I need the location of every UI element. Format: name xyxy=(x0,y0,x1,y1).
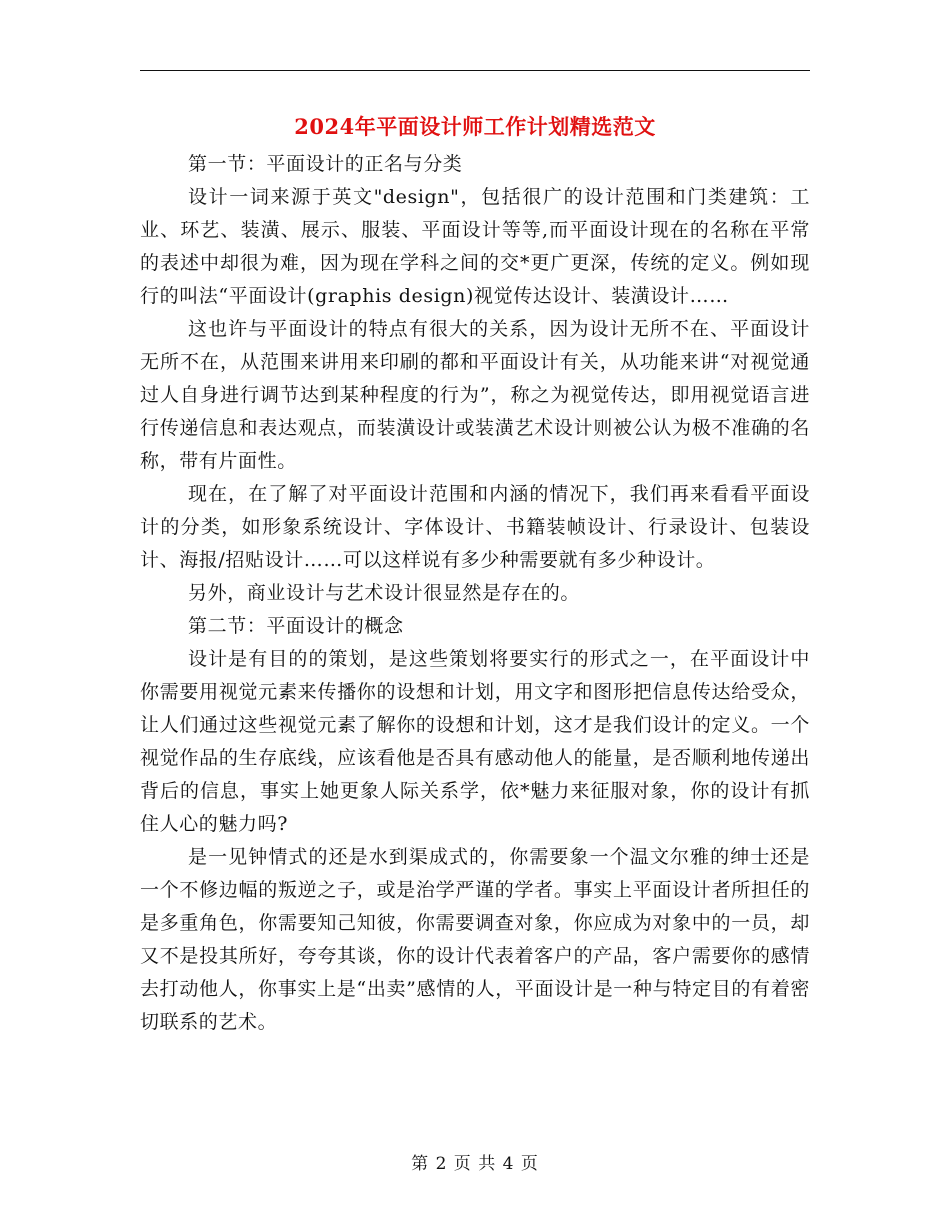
section-heading-1: 第一节：平面设计的正名与分类 xyxy=(188,153,463,175)
paragraph: 另外，商业设计与艺术设计很显然是存在的。 xyxy=(188,582,581,604)
page-number-footer: 第 2 页 共 4 页 xyxy=(411,1154,539,1174)
document-body xyxy=(140,148,810,1039)
paragraph: 设计是有目的的策划，是这些策划将要实行的形式之一，在平面设计中你需要用视觉元素来传播你的设想和计划，用文字和图形把信息传达给受众，让人们通过这些视觉元素了解你的设想和计划，这才是我们设计的定义。一个视觉作品的生存底线，应该看他是否具有感动他人的能量，是否顺利地传递出背后的信息，事实上她更象人际关系学，依*魅力来征服对象，你的设计有抓住人心的魅力吗? xyxy=(140,648,810,835)
header-rule xyxy=(140,70,810,71)
paragraph: 是一见钟情式的还是水到渠成式的，你需要象一个温文尔雅的绅士还是一个不修边幅的叛逆之子，或是治学严谨的学者。事实上平面设计者所担任的是多重角色，你需要知己知彼，你需要调查对象，你应成为对象中的一员，却又不是投其所好，夸夸其谈，你的设计代表着客户的产品，客户需要你的感情去打动他人，你事实上是“出卖”感情的人，平面设计是一种与特定目的有着密切联系的艺术。 xyxy=(140,846,810,1033)
document-title: 2024年平面设计师工作计划精选范文 xyxy=(294,114,656,139)
paragraph: 这也许与平面设计的特点有很大的关系，因为设计无所不在、平面设计无所不在，从范围来讲用来印刷的都和平面设计有关，从功能来讲“对视觉通过人自身进行调节达到某种程度的行为”，称之为视觉传达，即用视觉语言进行传递信息和表达观点，而装潢设计或装潢艺术设计则被公认为极不准确的名称，带有片面性。 xyxy=(140,318,810,472)
paragraph: 设计一词来源于英文"design"，包括很广的设计范围和门类建筑：工业、环艺、装潢、展示、服装、平面设计等等,而平面设计现在的名称在平常的表述中却很为难，因为现在学科之间的交*更广更深，传统的定义。例如现行的叫法“平面设计(graphis design)视觉传达设计、装潢设计…… xyxy=(140,186,810,307)
paragraph: 现在，在了解了对平面设计范围和内涵的情况下，我们再来看看平面设计的分类，如形象系统设计、字体设计、书籍装帧设计、行录设计、包装设计、海报/招贴设计……可以这样说有多少种需要就有多少种设计。 xyxy=(140,483,810,571)
section-heading-2: 第二节：平面设计的概念 xyxy=(188,615,404,637)
